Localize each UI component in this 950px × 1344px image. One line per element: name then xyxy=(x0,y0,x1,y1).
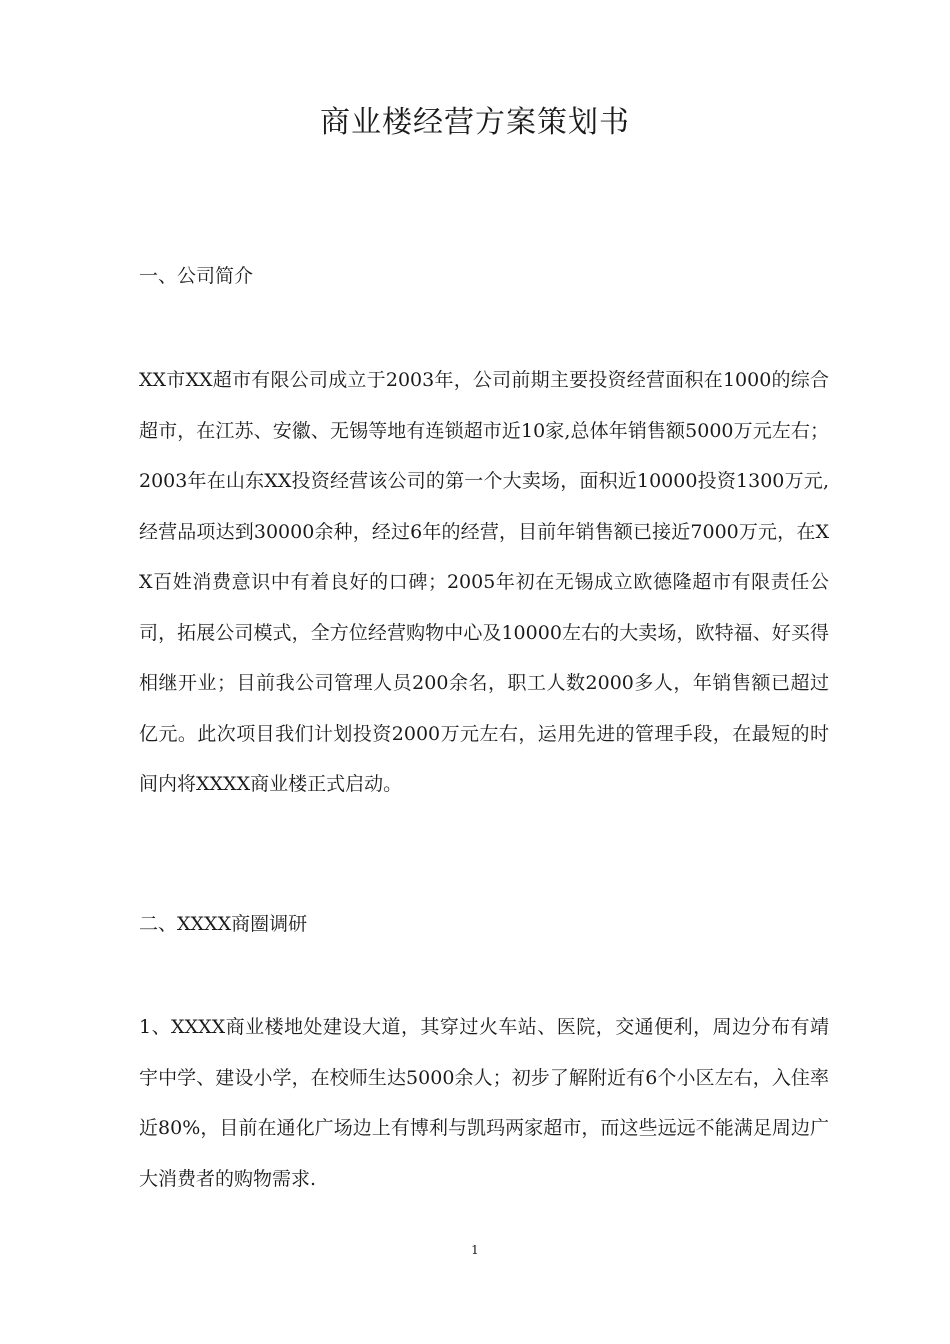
section-heading-market-research: 二、XXXX商圈调研 xyxy=(139,913,308,935)
section-heading-company-intro: 一、公司简介 xyxy=(139,265,254,287)
document-title: 商业楼经营方案策划书 xyxy=(320,105,630,140)
page-number: 1 xyxy=(471,1243,479,1257)
company-intro-paragraph: XX市XX超市有限公司成立于2003年，公司前期主要投资经营面积在1000的综合超市，在江苏、安徽、无锡等地有连锁超市近10家,总体年销售额5000万元左右；2003年在山东XX投资经营该公司的第一个大卖场，面积近10000投资1300万元,经营品项达到30000余种，经过6年的经营，目前年销售额已接近7000万元，在XX百姓消费意识中有着良好的口碑；2005年初在无锡成立欧德隆超市有限责任公司，拓展公司模式，全方位经营购物中心及10000左右的大卖场，欧特福、好买得相继开业；目前我公司管理人员200余名，职工人数2000多人，年销售额已超过亿元。此次项目我们计划投资2000万元左右，运用先进的管理手段，在最短的时间内将XXXX商业楼正式启动。 xyxy=(139,369,829,795)
market-research-paragraph: 1、XXXX商业楼地处建设大道，其穿过火车站、医院，交通便利，周边分布有靖宇中学、建设小学，在校师生达5000余人；初步了解附近有6个小区左右，入住率近80%，目前在通化广场边上有博利与凯玛两家超市，而这些远远不能满足周边广大消费者的购物需求. xyxy=(139,1016,829,1190)
